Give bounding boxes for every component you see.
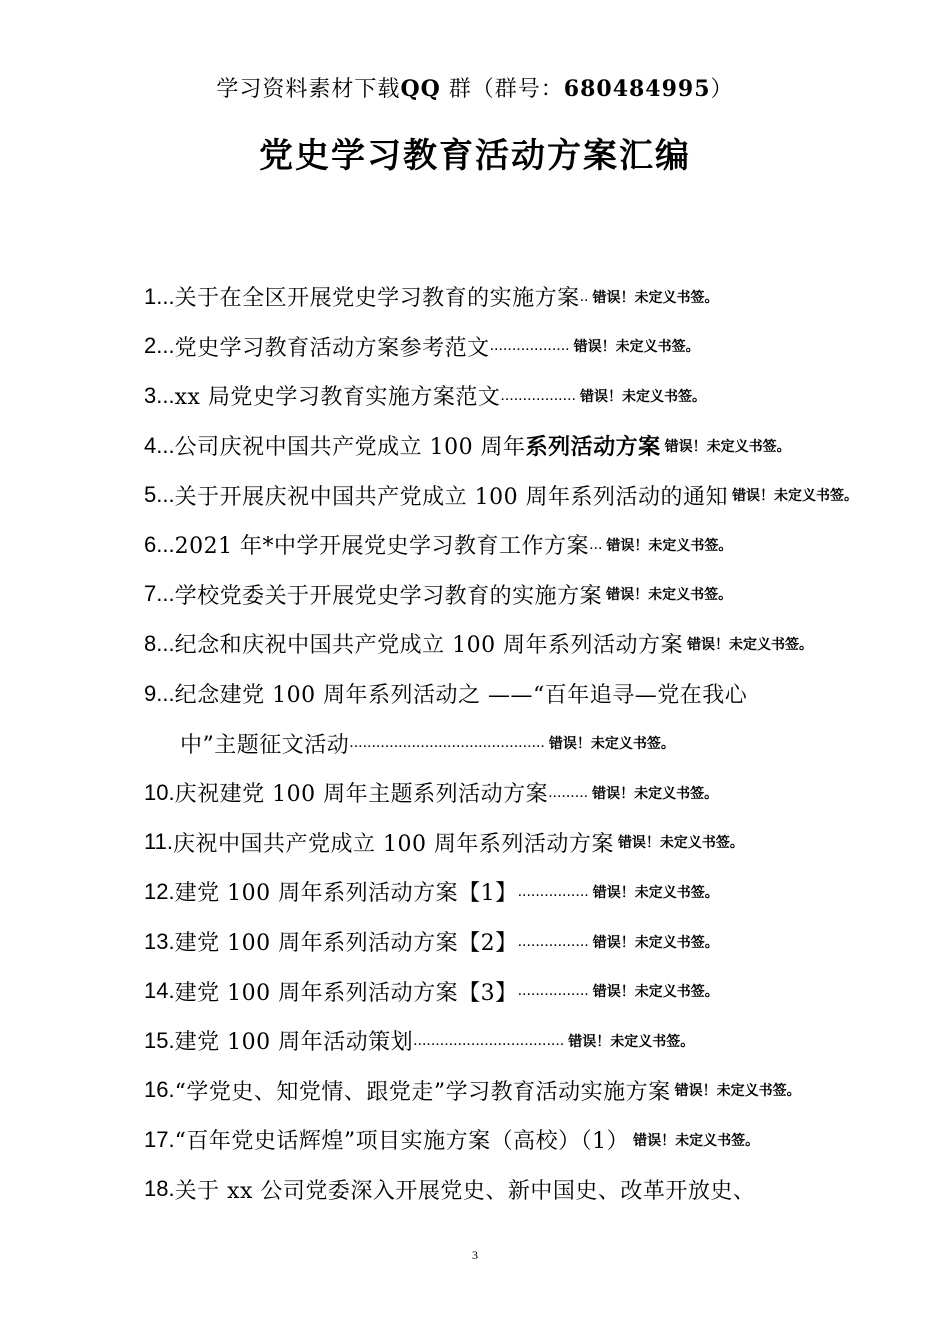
toc-entry-title-bold: 系列活动方案 xyxy=(525,434,661,461)
header-suffix: ） xyxy=(710,77,734,102)
toc-page-ref-error: 错误！未定义书签。 xyxy=(732,488,859,505)
toc-entry-title: 学校党委关于开展党史学习教育的实施方案 xyxy=(174,583,603,609)
toc-page-ref-error: 错误！未定义书签。 xyxy=(633,1132,760,1149)
toc-entry[interactable] xyxy=(144,272,944,322)
toc-page-ref-error: 错误！未定义书签。 xyxy=(687,636,814,653)
toc-leader-dots: ................ xyxy=(517,932,589,950)
toc-entry[interactable] xyxy=(144,570,944,620)
toc-leader-dots: ................. xyxy=(500,386,576,404)
page-number: 3 xyxy=(472,1248,478,1262)
toc-page-ref-error: 错误！未定义书签。 xyxy=(606,587,733,604)
toc-entry-number: 7... xyxy=(144,581,175,607)
toc-entry[interactable] xyxy=(144,1066,944,1116)
toc-entry[interactable] xyxy=(144,322,944,372)
toc-entry-number: 15. xyxy=(144,1027,175,1053)
header-number: 680484995 xyxy=(563,76,711,102)
toc-entry[interactable] xyxy=(144,818,944,868)
toc-entry-title: “学党史、知党情、跟党走”学习教育活动实施方案 xyxy=(174,1079,671,1105)
toc-entry-title: 纪念建党 100 周年系列活动之 ——“百年追寻—党在我心 xyxy=(174,683,748,709)
toc-entry-title: 关于 xx 公司党委深入开展党史、新中国史、改革开放史、 xyxy=(174,1178,756,1204)
toc-entry-title: xx 局党史学习教育实施方案范文 xyxy=(174,385,501,411)
toc-leader-dots: ............................................ xyxy=(349,734,545,752)
toc-entry-number: 5... xyxy=(144,482,175,508)
toc-entry-title: 中”主题征文活动 xyxy=(180,732,350,758)
header-prefix: 学习资料素材下载 xyxy=(216,77,401,102)
toc-entry[interactable] xyxy=(144,619,944,669)
toc-page-ref-error: 错误！未定义书签。 xyxy=(592,785,719,802)
toc-entry-title: 公司庆祝中国共产党成立 100 周年 xyxy=(174,435,526,461)
toc-entry[interactable] xyxy=(144,1115,944,1165)
toc-entry-title: 党史学习教育活动方案参考范文 xyxy=(174,335,490,361)
toc-page-ref-error: 错误！未定义书签。 xyxy=(606,537,733,554)
toc-page-ref-error: 错误！未定义书签。 xyxy=(674,1083,801,1100)
toc-entry-title: 建党 100 周年系列活动方案【3】 xyxy=(174,980,518,1006)
toc-entry-title: 2021 年*中学开展党史学习教育工作方案 xyxy=(174,534,590,560)
toc-page-ref-error: 错误！未定义书签。 xyxy=(592,884,719,901)
toc-entry-number: 10. xyxy=(144,779,175,805)
toc-entry-number: 9... xyxy=(144,680,175,706)
toc-entry-title: 建党 100 周年系列活动方案【1】 xyxy=(174,881,518,907)
toc-leader-dots: .. xyxy=(579,287,589,305)
toc-entry[interactable] xyxy=(144,520,944,570)
toc-entry[interactable] xyxy=(144,1165,944,1215)
toc-entry-number: 8... xyxy=(144,630,175,656)
toc-entry[interactable] xyxy=(144,718,944,768)
toc-entry-title: 纪念和庆祝中国共产党成立 100 周年系列活动方案 xyxy=(174,633,684,659)
toc-leader-dots: ................ xyxy=(517,882,589,900)
toc-leader-dots: ................ xyxy=(517,982,589,1000)
toc-entry[interactable] xyxy=(144,669,944,719)
toc-leader-dots: .................. xyxy=(489,337,570,355)
toc-entry[interactable] xyxy=(144,917,944,967)
toc-leader-dots: .................................. xyxy=(413,1031,565,1049)
toc-entry-title: “百年党史话辉煌”项目实施方案（高校）（1） xyxy=(174,1129,630,1155)
toc-page-ref-error: 错误！未定义书签。 xyxy=(568,1033,695,1050)
document-title: 党史学习教育活动方案汇编 xyxy=(259,136,691,176)
toc-entry[interactable] xyxy=(144,470,944,520)
toc-entry-number: 18. xyxy=(144,1176,175,1202)
toc-entry-number: 1... xyxy=(144,283,175,309)
toc-entry-title: 庆祝中国共产党成立 100 周年系列活动方案 xyxy=(172,831,614,857)
toc-entry-number: 16. xyxy=(144,1077,175,1103)
toc-entry-number: 13. xyxy=(144,928,175,954)
toc-page-ref-error: 错误！未定义书签。 xyxy=(592,934,719,951)
toc-entry-title: 庆祝建党 100 周年主题系列活动方案 xyxy=(174,782,549,808)
toc-entry-title: 关于在全区开展党史学习教育的实施方案 xyxy=(174,286,580,312)
toc-leader-dots: ......... xyxy=(548,783,589,801)
toc-page-ref-error: 错误！未定义书签。 xyxy=(664,438,791,455)
toc-leader-dots: ... xyxy=(589,535,603,553)
toc-entry-title: 关于开展庆祝中国共产党成立 100 周年系列活动的通知 xyxy=(174,484,729,510)
header-qq: QQ xyxy=(400,76,441,102)
toc-page-ref-error: 错误！未定义书签。 xyxy=(579,388,706,405)
header-mid: 群（群号： xyxy=(440,77,564,102)
toc-entry[interactable] xyxy=(144,966,944,1016)
toc-entry[interactable] xyxy=(144,421,944,471)
toc-entry[interactable] xyxy=(144,1016,944,1066)
toc-entry-number: 6... xyxy=(144,531,175,557)
toc-entry[interactable] xyxy=(144,867,944,917)
toc-entry-number: 11. xyxy=(144,829,173,855)
toc-page-ref-error: 错误！未定义书签。 xyxy=(617,835,744,852)
header-line xyxy=(0,72,950,103)
toc-page-ref-error: 错误！未定义书签。 xyxy=(548,736,675,753)
toc-entry-number: 14. xyxy=(144,978,175,1004)
toc-entry[interactable] xyxy=(144,768,944,818)
toc-entry-number: 3... xyxy=(144,382,175,408)
toc-entry-title: 建党 100 周年系列活动方案【2】 xyxy=(174,931,518,957)
toc-entry[interactable] xyxy=(144,371,944,421)
toc-page-ref-error: 错误！未定义书签。 xyxy=(592,984,719,1001)
toc-entry-number: 2... xyxy=(144,333,175,359)
toc-entry-number: 17. xyxy=(144,1126,175,1152)
toc-page-ref-error: 错误！未定义书签。 xyxy=(592,289,719,306)
toc-entry-title: 建党 100 周年活动策划 xyxy=(174,1030,414,1056)
toc-entry-number: 4... xyxy=(144,432,175,458)
table-of-contents xyxy=(144,272,944,1214)
toc-page-ref-error: 错误！未定义书签。 xyxy=(573,339,700,356)
toc-entry-number: 12. xyxy=(144,878,175,904)
